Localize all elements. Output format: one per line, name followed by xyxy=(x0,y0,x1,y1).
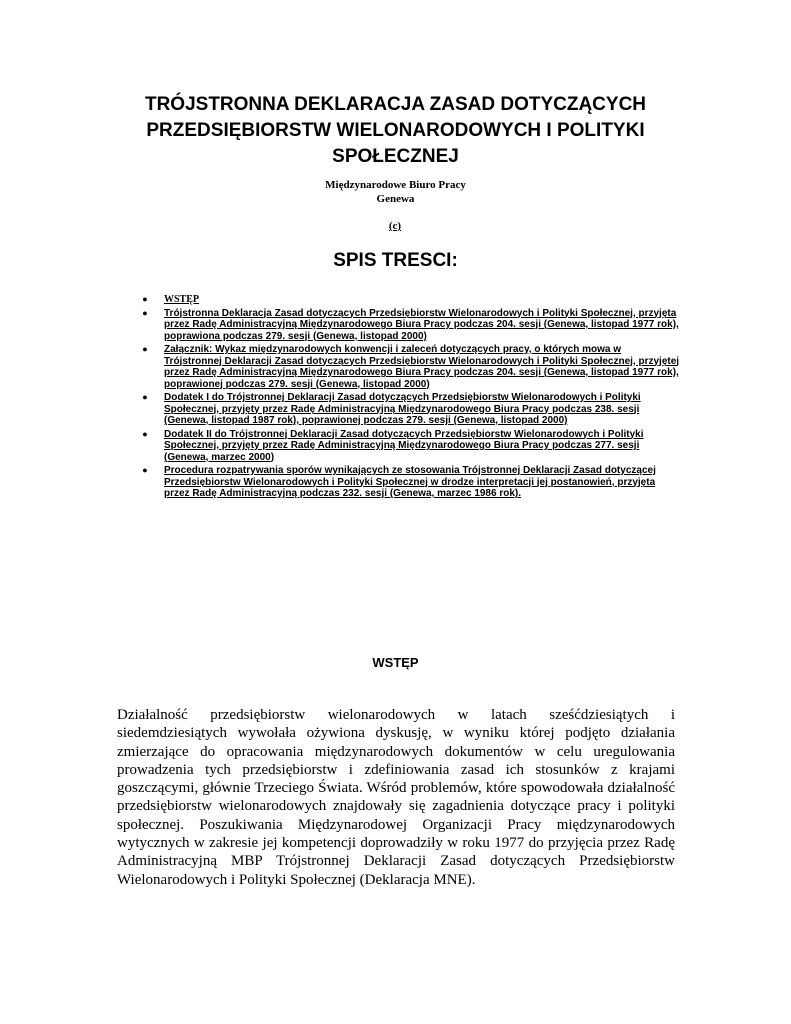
toc-link-addendum-2[interactable]: Dodatek II do Trójstronnej Deklaracji Zasad dotyczących Przedsiębiorstw Wielonarodowych i Polityki Społecznej, przyjęty przez Radę Administracyjną Międzynarodowego Biura Pracy podczas 277. sesji (Genewa, marzec 2000) xyxy=(164,428,644,463)
bullet-icon: ● xyxy=(142,428,148,439)
toc-title: SPIS TRESCI: xyxy=(333,250,458,271)
document-title xyxy=(100,92,691,170)
toc-link-wstep[interactable]: WSTĘP xyxy=(164,294,200,305)
toc-item xyxy=(140,294,680,306)
toc-link-procedure[interactable]: Procedura rozpatrywania sporów wynikających ze stosowania Trójstronnej Deklaracji Zasad dotyczącej Przedsiębiorstw Wielonarodowych i Polityki Społecznej w drodze interpretacji jej postanowień, przyjęta przez Radę Administracyjną podczas 232. sesji (Genewa, marzec 1986 rok). xyxy=(164,465,656,499)
document-title-line: TRÓJSTRONNA DEKLARACJA ZASAD DOTYCZĄCYCH xyxy=(144,94,647,115)
toc-item xyxy=(140,465,680,500)
intro-paragraph: Działalność przedsiębiorstw wielonarodowych w latach sześćdziesiątych i siedemdziesiątych wywołała ożywiona dyskusję, w wyniku której podjęto działania zmierzające do opracowania międzynarodowych dokumentów w celu uregulowania prowadzenia tych przedsiębiorstw i zdefiniowania zasad ich stosunków z krajami goszczącymi, głównie Trzeciego Świata. Wśród problemów, które spowodowała działalność przedsiębiorstw wielonarodowych znajdowały się zagadnienia dotyczące pracy i polityki społecznej. Poszukiwania Międzynarodowej Organizacji Pracy międzynarodowych wytycznych w zakresie jej kompetencji doprowadziły w roku 1977 do przyjęcia przez Radę Administracyjną MBP Trójstronnej Deklaracji Zasad dotyczących Przedsiębiorstw Wielonarodowych i Polityki Społecznej (Deklaracja MNE). xyxy=(117,707,675,888)
publisher-name: Międzynarodowe Biuro Pracy xyxy=(325,179,466,191)
bullet-icon: ● xyxy=(142,307,148,318)
bullet-icon: ● xyxy=(142,465,148,475)
publisher-location: Genewa xyxy=(376,193,415,205)
toc-item xyxy=(140,392,680,427)
bullet-icon: ● xyxy=(142,392,148,402)
toc-item xyxy=(140,429,680,464)
toc-link-declaration[interactable]: Trójstronna Deklaracja Zasad dotyczących Przedsiębiorstw Wielonarodowych i Polityki Społecznej, przyjęta przez Radę Administracyjną Międzynarodowego Biura Pracy podczas 204. sesji (Genewa, listopad 1977 rok), poprawiona podczas 279. sesji (Genewa, listopad 2000) xyxy=(164,307,679,342)
bullet-icon: ● xyxy=(142,294,148,304)
table-of-contents xyxy=(140,294,680,502)
copyright-block xyxy=(345,219,445,233)
document-title-line: SPOŁECZNEJ xyxy=(332,146,459,167)
toc-link-annex[interactable]: Załącznik: Wykaz międzynarodowych konwencji i zaleceń dotyczących pracy, o których mowa w Trójstronnej Deklaracji Zasad dotyczących Przedsiębiorstw Wielonarodowych i Polityki Społecznej, przyjętej przez Radę Administracyjną Międzynarodowego Biura Pracy podczas 204. sesji (Genewa, listopad 1977 rok), poprawionej podczas 279. sesji (Genewa, listopad 2000) xyxy=(164,344,680,390)
toc-item xyxy=(140,308,680,343)
document-title-line: PRZEDSIĘBIORSTW WIELONARODOWYCH I POLITYKI xyxy=(146,120,645,141)
toc-item xyxy=(140,344,680,390)
publisher-block xyxy=(200,178,591,206)
bullet-icon: ● xyxy=(142,344,148,354)
section-heading-wstep: WSTĘP xyxy=(372,655,419,670)
copyright-link[interactable]: (c) xyxy=(388,220,402,232)
toc-link-addendum-1[interactable]: Dodatek I do Trójstronnej Deklaracji Zasad dotyczących Przedsiębiorstw Wielonarodowych i Polityki Społecznej, przyjęty przez Radę Administracyjną Międzynarodowego Biura Pracy podczas 238. sesji (Genewa, listopad 1987 rok), poprawionej podczas 279. sesji (Genewa, listopad 2000) xyxy=(164,392,641,426)
